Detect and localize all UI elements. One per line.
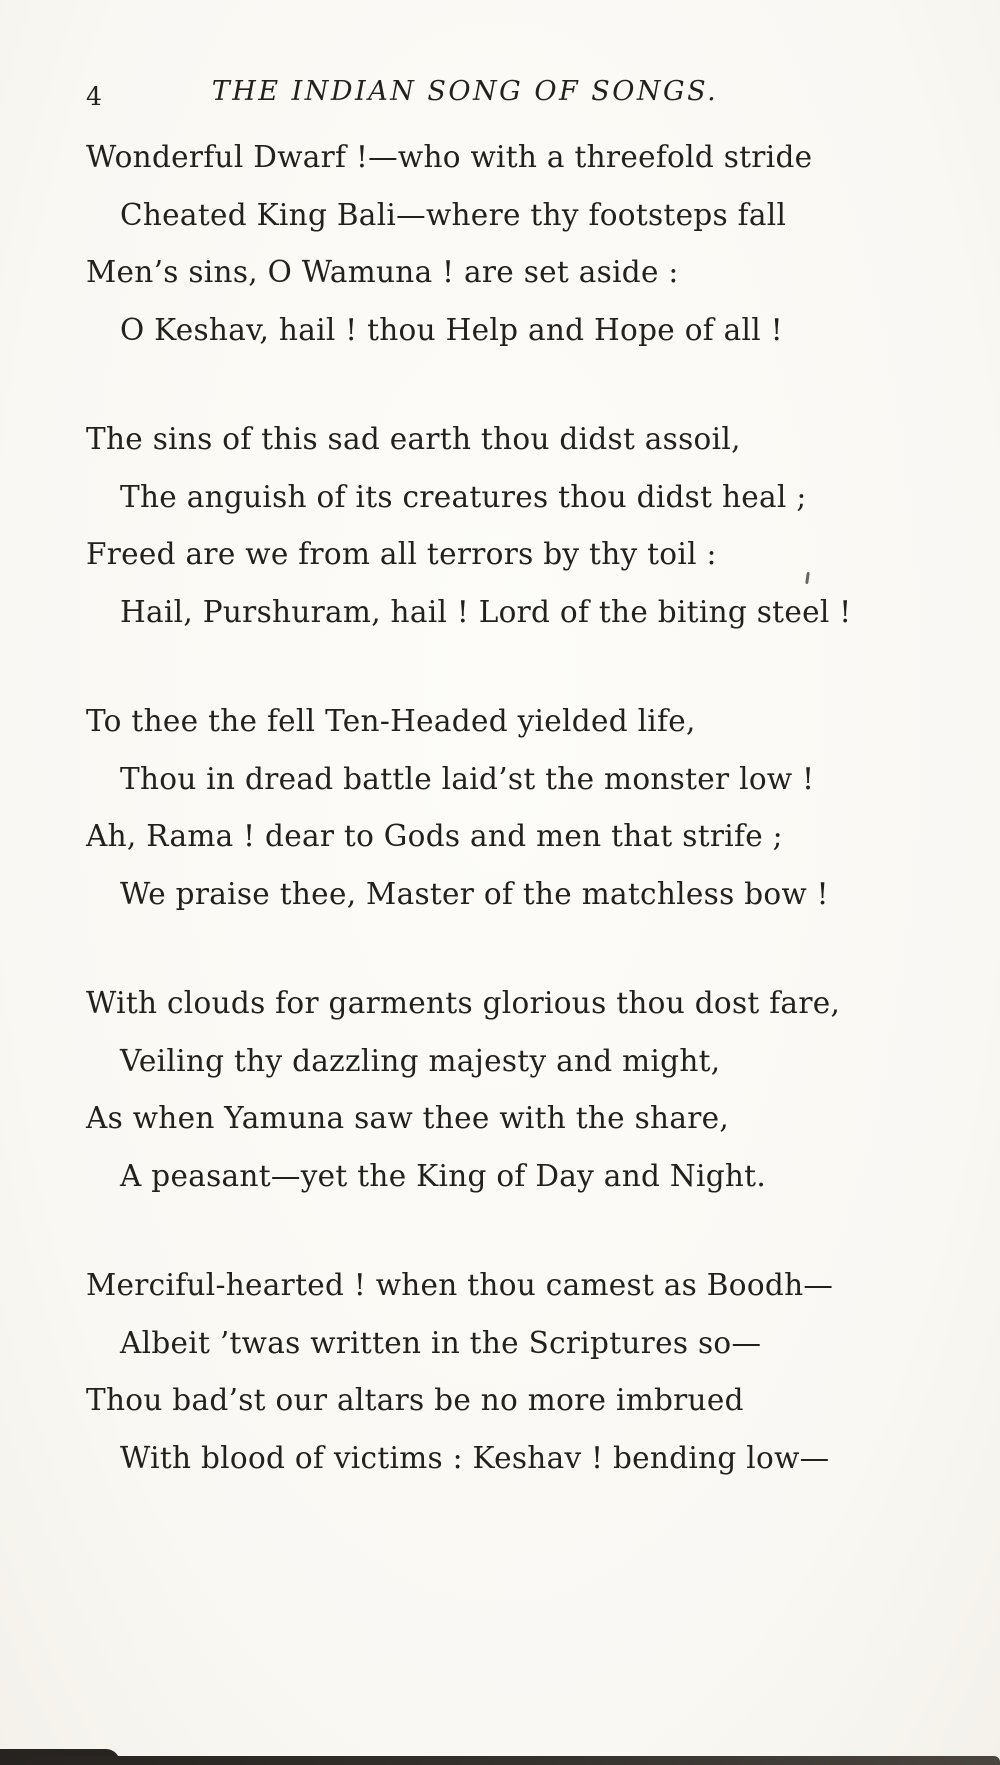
poem-line: Freed are we from all terrors by thy toil : [86, 537, 717, 571]
poem-line: With clouds for garments glorious thou dost fare, [86, 986, 841, 1020]
stanza-2 [86, 411, 940, 641]
poem-line: Merciful-hearted ! when thou camest as Boodh— [86, 1268, 834, 1302]
poem-body [86, 129, 940, 1539]
poem-line: The anguish of its creatures thou didst heal ; [120, 479, 807, 514]
poem-line: Cheated King Bali—where thy footsteps fall [120, 197, 787, 232]
poem-line: O Keshav, hail ! thou Help and Hope of all ! [120, 312, 783, 347]
poem-line: Men’s sins, O Wamuna ! are set aside : [86, 255, 679, 289]
poem-line: Thou in dread battle laid’st the monster low ! [120, 761, 815, 796]
poem-line: Hail, Purshuram, hail ! Lord of the biting steel ! [120, 594, 852, 629]
running-title: THE INDIAN SONG OF SONGS. [211, 76, 719, 107]
poem-line: As when Yamuna saw thee with the share, [86, 1101, 730, 1135]
poem-line: A peasant—yet the King of Day and Night. [120, 1158, 767, 1193]
stanza-3 [86, 693, 940, 923]
poem-line: Wonderful Dwarf !—who with a threefold stride [86, 140, 813, 174]
stanza-1 [86, 129, 940, 359]
poem-line: Thou bad’st our altars be no more imbrued [86, 1383, 744, 1417]
poem-line: The sins of this sad earth thou didst assoil, [86, 422, 741, 456]
stanza-5 [86, 1257, 940, 1487]
scan-artifact-bottom-edge [0, 1756, 1000, 1765]
poem-line: Ah, Rama ! dear to Gods and men that strife ; [86, 819, 783, 853]
poem-line: Veiling thy dazzling majesty and might, [120, 1043, 721, 1078]
poem-line: To thee the fell Ten-Headed yielded life, [86, 704, 696, 738]
poem-line: We praise thee, Master of the matchless bow ! [120, 876, 829, 911]
page-header [0, 76, 1000, 111]
page-number: 4 [86, 82, 102, 111]
stanza-4 [86, 975, 940, 1205]
poem-line: Albeit ’twas written in the Scriptures so— [120, 1325, 762, 1360]
poem-line: With blood of victims : Keshav ! bending low— [120, 1440, 830, 1475]
